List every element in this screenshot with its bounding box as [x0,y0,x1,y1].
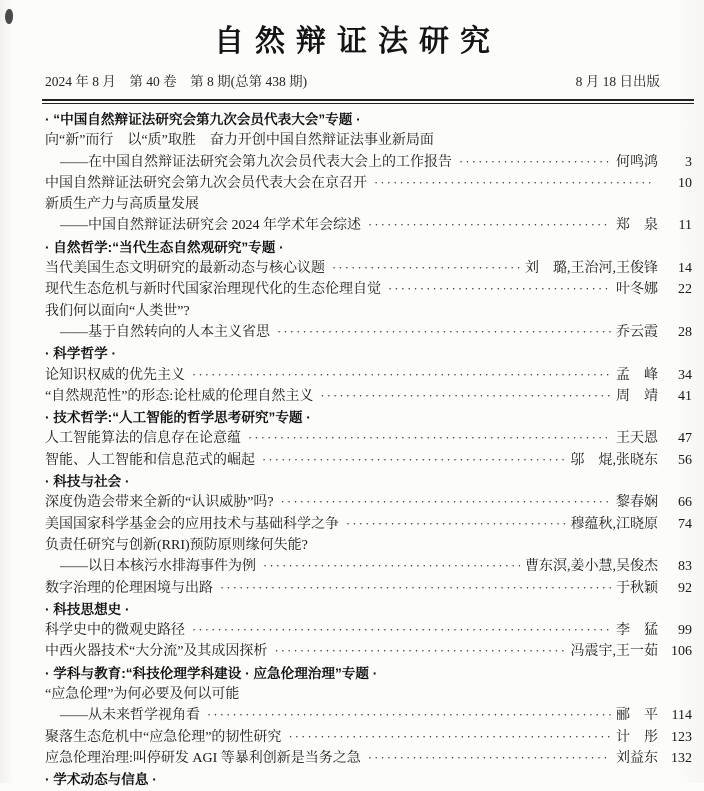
section-label: · 科技思想史 · [45,601,130,617]
section-label: · “中国自然辩证法研究会第九次会员代表大会”专题 · [45,112,361,127]
dot-leader [281,492,611,513]
section-header [45,663,692,684]
page-number: 83 [678,559,692,575]
article-authors: 黎春娴 [616,495,658,511]
section-label: · 学术动态与信息 · [45,772,157,788]
article-entry [45,428,692,449]
article-authors: 郑 泉 [616,218,658,234]
dot-leader [277,322,611,343]
page-number: 28 [678,324,692,340]
dot-leader [288,727,611,748]
article-title: 中西火器技术“大分流”及其成因探析 [45,644,268,660]
section-header [45,769,692,790]
article-entry [45,365,692,386]
article-authors: 何鸣鸿 [616,154,658,170]
article-authors: 周 靖 [616,388,658,404]
page-number: 56 [678,452,692,468]
article-title: “应急伦理”为何必要及何以可能 [45,687,240,703]
issue-line [0,60,704,90]
issue-info: 2024 年 8 月 第 40 卷 第 8 期(总第 438 期) [45,74,308,89]
article-entry [45,215,692,236]
dot-leader [459,152,611,173]
section-header [45,109,692,130]
article-title: ——在中国自然辩证法研究会第九次会员代表大会上的工作报告 [60,154,452,170]
dot-leader [274,641,565,662]
dot-leader [248,428,611,449]
page-number: 92 [678,580,692,596]
article-title: ——中国自然辩证法研究会 2024 年学术年会综述 [60,218,361,234]
dot-leader [320,386,611,407]
article-title: 数字治理的伦理困境与出路 [45,580,213,596]
article-title-line [45,301,692,322]
page-number: 10 [678,175,692,191]
article-entry [45,641,692,662]
article-entry [45,556,692,577]
page-number: 106 [671,644,692,660]
article-entry [45,727,692,748]
masthead [0,0,704,104]
page-number: 132 [671,750,692,766]
article-title-line [45,535,692,556]
page-number: 47 [678,431,692,447]
article-title: 负责任研究与创新(RRI)预防原则缘何失能? [45,537,308,553]
article-title: 科学史中的微观史路径 [45,623,185,639]
article-entry [45,705,692,726]
dot-leader [220,578,611,599]
journal-title: 自然辩证法研究 [214,25,501,58]
section-label: · 科学哲学 · [45,346,116,362]
article-title: 现代生态危机与新时代国家治理现代化的生态伦理自觉 [45,282,381,298]
section-header [45,343,692,364]
article-authors: 邬 焜,张晓东 [570,452,658,468]
article-entry [45,386,692,407]
section-header [45,237,692,258]
article-title-line [45,194,692,215]
article-entry [45,279,692,300]
article-authors: 李 猛 [616,623,658,639]
article-entry [45,578,692,599]
dot-leader [368,215,611,236]
article-authors: 叶冬娜 [616,282,658,298]
article-title: 论知识权威的优先主义 [45,367,185,383]
article-authors: 王天恩 [616,431,658,447]
article-authors: 曹东溟,姜小慧,吴俊杰 [525,559,658,575]
toc-list [0,104,704,791]
page-number: 74 [678,516,692,532]
page-number: 66 [678,495,692,511]
dot-leader [207,705,611,726]
article-title: 应急伦理治理:叫停研发 AGI 等暴利创新是当务之急 [45,750,361,766]
article-entry [45,450,692,471]
dot-leader [374,173,653,194]
article-title: ——从未来哲学视角看 [60,708,200,724]
article-entry [45,492,692,513]
article-title: 我们何以面向“人类世”? [45,303,190,319]
page-number: 41 [678,388,692,404]
article-title: 聚落生态危机中“应急伦理”的韧性研究 [45,729,282,745]
article-authors: 郦 平 [616,708,658,724]
article-authors: 孟 峰 [616,367,658,383]
article-title: ——以日本核污水排海事件为例 [60,559,256,575]
dot-leader [192,620,611,641]
article-authors: 穆蕴秋,江晓原 [570,516,658,532]
article-title: 深度伪造会带来全新的“认识威胁”吗? [45,495,274,511]
section-header [45,471,692,492]
article-entry [45,258,692,279]
dot-leader [388,279,611,300]
dot-leader [368,748,611,769]
section-label: · 科技与社会 · [45,474,130,490]
article-title: 当代美国生态文明研究的最新动态与核心议题 [45,261,325,277]
scan-artifact [5,9,13,24]
section-label: · 自然哲学:“当代生态自然观研究”专题 · [45,239,284,255]
article-title: 新质生产力与高质量发展 [45,197,199,213]
section-label: · 学科与教育:“科技伦理学科建设 · 应急伦理治理”专题 · [45,665,378,681]
page-number: 34 [678,367,692,383]
article-title-line [45,130,692,151]
article-authors: 乔云霞 [616,324,658,340]
dot-leader [332,258,520,279]
article-entry [45,620,692,641]
page-number: 114 [671,708,692,724]
section-header [45,407,692,428]
article-authors: 刘 璐,王治河,王俊锋 [525,261,658,277]
publish-date: 8 月 18 日出版 [575,74,660,89]
article-entry [45,173,692,194]
article-entry [45,748,692,769]
page-number: 99 [678,623,692,639]
article-title-line [45,684,692,705]
article-title: 智能、人工智能和信息范式的崛起 [45,452,255,468]
page-number: 3 [685,154,692,170]
article-title: 向“新”而行 以“质”取胜 奋力开创中国自然辩证法事业新局面 [45,133,434,149]
article-authors: 刘益东 [616,750,658,766]
section-header [45,599,692,620]
article-title: 中国自然辩证法研究会第九次会员代表大会在京召开 [45,175,367,191]
page-number: 11 [678,218,692,234]
dot-leader [346,514,566,535]
article-title: ——基于自然转向的人本主义省思 [60,324,270,340]
article-authors: 冯震宇,王一茹 [570,644,658,660]
article-title: 美国国家科学基金会的应用技术与基础科学之争 [45,516,339,532]
article-entry [45,322,692,343]
section-label: · 技术哲学:“人工智能的哲学思考研究”专题 · [45,410,311,426]
article-authors: 于秋颖 [616,580,658,596]
dot-leader [192,365,611,386]
dot-leader [263,556,520,577]
page-number: 123 [671,729,692,745]
page-number: 22 [678,282,692,298]
article-title: “自然规范性”的形态:论杜威的伦理自然主义 [45,388,314,404]
article-title: 人工智能算法的信息存在论意蕴 [45,431,241,447]
article-authors: 计 彤 [616,729,658,745]
article-entry [45,152,692,173]
dot-leader [262,450,566,471]
page-number: 14 [678,261,692,277]
article-entry [45,514,692,535]
